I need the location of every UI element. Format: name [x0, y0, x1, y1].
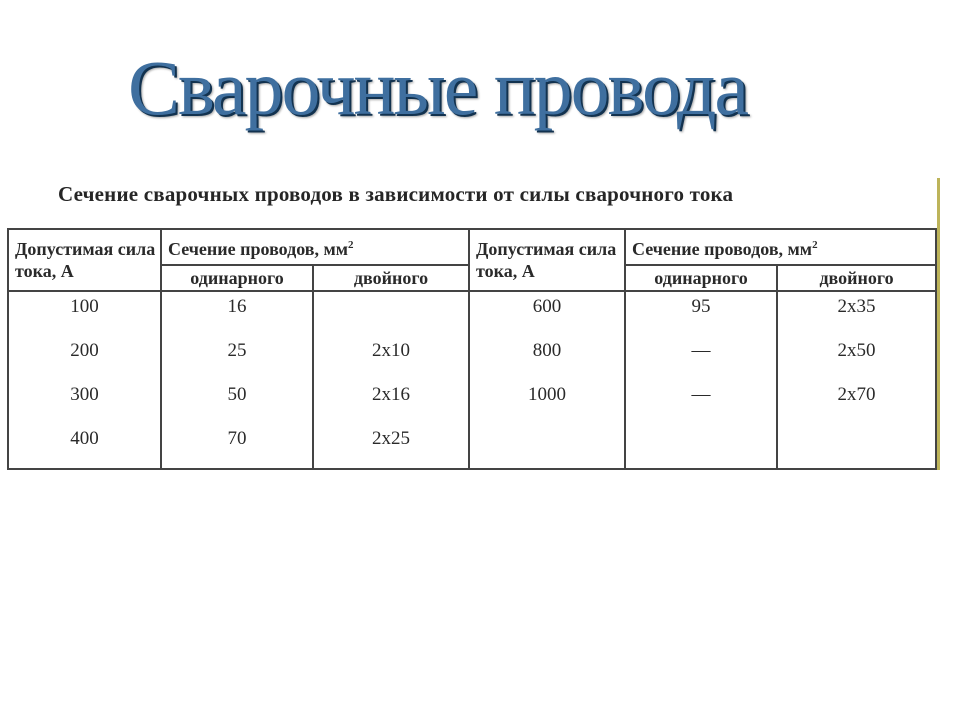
col-double-left [313, 291, 469, 469]
table-cell: — [691, 340, 711, 361]
header-section-sup: 2 [812, 239, 818, 251]
table-cell: 200 [70, 340, 99, 361]
table-cell [626, 424, 776, 468]
header-current-left: Допустимая сила тока, А [8, 229, 161, 291]
table-cell [778, 424, 935, 468]
col-single-left [161, 291, 313, 469]
table-cell: 100 [70, 296, 99, 317]
table-cell: — [691, 384, 711, 405]
table-cell: 800 [532, 340, 562, 361]
right-divider-line [937, 178, 940, 470]
table-cell: 95 [691, 296, 711, 317]
table-cell: 300 [70, 384, 99, 405]
header-section-right [625, 229, 936, 265]
table-cell: 16 [227, 296, 247, 317]
table-cell: 2х16 [372, 384, 410, 405]
header-current-right: Допустимая сила тока, А [469, 229, 625, 291]
col-current-left [8, 291, 161, 469]
table-cell: 2х10 [372, 340, 410, 361]
table-cell: 1000 [528, 384, 567, 405]
table-caption: Сечение сварочных проводов в зависимости от силы сварочного тока [58, 182, 734, 206]
table-cell: 25 [227, 340, 247, 361]
header-section-text: Сечение проводов, мм [632, 239, 813, 259]
table-cell: 70 [227, 428, 247, 449]
table-cell [470, 424, 624, 468]
col-double-right [777, 291, 936, 469]
header-section-left [161, 229, 469, 265]
col-single-right [625, 291, 777, 469]
col-current-right [469, 291, 625, 469]
slide-title: Сварочные провода [128, 44, 748, 131]
table-cell: 2х50 [837, 340, 876, 361]
table-cell: 400 [70, 428, 99, 449]
table-cell [314, 292, 468, 336]
header-section-text: Сечение проводов, мм [168, 239, 349, 259]
header-double-left: двойного [313, 265, 469, 291]
wire-section-table [7, 228, 937, 470]
header-single-left: одинарного [161, 265, 313, 291]
table-cell: 50 [227, 384, 247, 405]
table-cell: 2х25 [372, 428, 410, 449]
table-cell: 2х70 [837, 384, 876, 405]
table-cell: 600 [532, 296, 562, 317]
header-double-right: двойного [777, 265, 936, 291]
header-section-sup: 2 [348, 239, 354, 251]
table-cell: 2х35 [837, 296, 876, 317]
header-single-right: одинарного [625, 265, 777, 291]
